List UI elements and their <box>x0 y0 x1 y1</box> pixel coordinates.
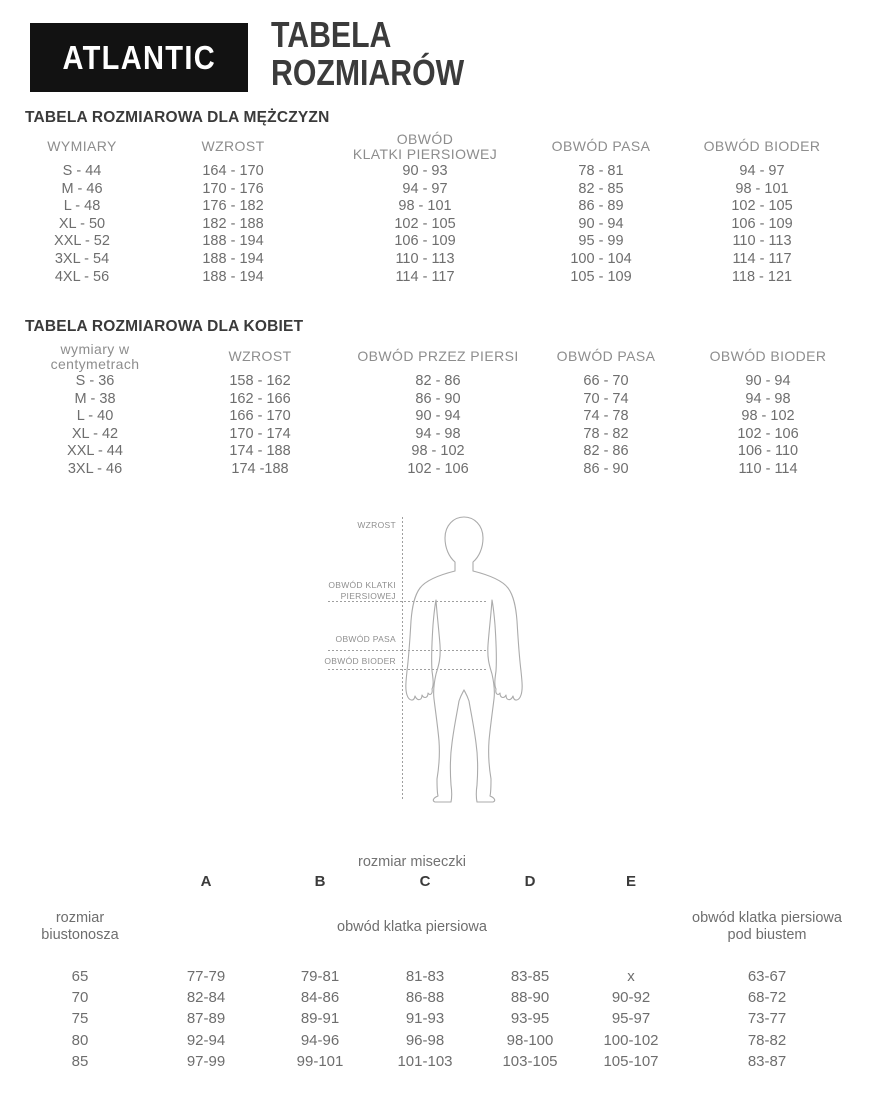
women-size-table <box>25 340 845 479</box>
table-cell: 106 - 109 <box>731 215 793 232</box>
atlantic-logo <box>30 23 248 92</box>
table-cell: 95-97 <box>611 1010 651 1028</box>
table-cell: 90 - 94 <box>415 408 461 425</box>
table-cell: 105-107 <box>603 1052 659 1070</box>
human-figure <box>400 513 528 805</box>
table-cell: 75 <box>71 1010 89 1028</box>
table-cell: L - 48 <box>63 198 101 215</box>
table-cell: 100 - 104 <box>570 250 632 267</box>
table-cell: 86-88 <box>405 989 445 1007</box>
table-cell: 94 - 97 <box>402 180 448 197</box>
hips-label: OBWÓD BIODER <box>324 656 396 666</box>
page-title <box>271 16 464 92</box>
column-header: wymiary w centymetrach <box>50 340 140 372</box>
table-cell: 82 - 85 <box>578 180 624 197</box>
table-cell: 106 - 110 <box>737 443 799 460</box>
table-cell: 94-96 <box>300 1031 340 1049</box>
table-cell: 174 -188 <box>231 460 289 477</box>
table-cell: 174 - 188 <box>229 443 291 460</box>
table-cell: 110 - 113 <box>395 250 455 267</box>
table-cell: 105 - 109 <box>570 268 632 285</box>
table-cell: 89-91 <box>300 1010 340 1028</box>
table-cell: 164 - 170 <box>202 163 264 179</box>
table-cell: 162 - 166 <box>229 390 291 407</box>
table-cell: 87-89 <box>186 1010 226 1028</box>
table-cell: 100-102 <box>603 1031 659 1049</box>
table-cell: 82 - 86 <box>583 443 629 460</box>
table-cell: XXL - 44 <box>67 443 123 460</box>
table-cell: 3XL - 46 <box>67 460 123 477</box>
table-cell: 102 - 106 <box>737 425 799 442</box>
table-cell: 77-79 <box>186 968 226 985</box>
table-cell: 170 - 174 <box>229 425 291 442</box>
table-cell: 78 - 81 <box>578 163 624 179</box>
chest-label: OBWÓD KLATKI PIERSIOWEJ <box>328 580 396 601</box>
column-header: OBWÓD KLATKI PIERSIOWEJ <box>352 130 498 162</box>
table-cell: 82 - 86 <box>415 373 461 389</box>
table-cell: 188 - 194 <box>202 250 264 267</box>
page-title-line1: TABELA <box>271 14 392 55</box>
table-cell: 102 - 105 <box>394 215 456 232</box>
table-cell: 82-84 <box>186 989 226 1007</box>
table-cell: 98 - 101 <box>398 198 452 215</box>
column-header: WYMIARY <box>47 138 117 154</box>
table-cell: 97-99 <box>186 1052 226 1070</box>
bra-table-rows <box>20 966 850 1072</box>
table-cell: S - 36 <box>75 373 115 389</box>
bra-size-table <box>20 852 850 1082</box>
table-cell: 158 - 162 <box>229 373 291 389</box>
page-title-line2: ROZMIARÓW <box>271 52 465 93</box>
table-cell: 114 - 117 <box>732 250 792 267</box>
table-cell: 90 - 93 <box>402 163 448 179</box>
men-table-heading: TABELA ROZMIAROWA DLA MĘŻCZYZN <box>25 109 330 126</box>
table-cell: 70 <box>71 989 89 1007</box>
men-size-table <box>25 130 845 286</box>
column-header: OBWÓD BIODER <box>709 348 827 364</box>
chest-circumference-header: obwód klatka piersiowa <box>337 919 487 935</box>
table-cell: 118 - 121 <box>731 268 793 285</box>
band-size-header: rozmiar biustonosza <box>41 910 119 943</box>
table-cell: 83-85 <box>510 968 550 985</box>
table-cell: 98 - 102 <box>741 408 795 425</box>
table-cell: 110 - 114 <box>738 460 798 477</box>
table-cell: 74 - 78 <box>583 408 629 425</box>
column-header: OBWÓD BIODER <box>703 138 821 154</box>
column-header: OBWÓD PRZEZ PIERSI <box>357 348 519 364</box>
table-cell: 188 - 194 <box>202 268 264 285</box>
table-cell: 98 - 102 <box>411 443 465 460</box>
table-cell: 86 - 89 <box>578 198 624 215</box>
table-cell: x <box>627 968 635 985</box>
table-cell: M - 46 <box>61 180 103 197</box>
table-cell: 88-90 <box>510 989 550 1007</box>
table-cell: 90-92 <box>611 989 651 1007</box>
table-cell: 98-100 <box>506 1031 554 1049</box>
column-header: WZROST <box>201 138 265 154</box>
table-cell: 102 - 105 <box>731 198 793 215</box>
cup-column-header: D <box>524 873 536 890</box>
women-table-heading: TABELA ROZMIAROWA DLA KOBIET <box>25 318 304 335</box>
table-cell: 66 - 70 <box>583 373 629 389</box>
table-cell: 96-98 <box>405 1031 445 1049</box>
table-cell: 63-67 <box>747 968 787 985</box>
table-cell: 114 - 117 <box>395 268 455 285</box>
height-label: WZROST <box>357 520 396 530</box>
column-header: WZROST <box>228 348 292 364</box>
table-cell: 3XL - 54 <box>54 250 110 267</box>
table-cell: 68-72 <box>747 989 787 1007</box>
table-cell: 103-105 <box>502 1052 558 1070</box>
table-cell: 101-103 <box>397 1052 453 1070</box>
table-cell: 85 <box>71 1052 89 1070</box>
cup-column-header: E <box>625 873 636 890</box>
column-header: OBWÓD PASA <box>551 138 651 154</box>
table-cell: 182 - 188 <box>202 215 264 232</box>
table-cell: 84-86 <box>300 989 340 1007</box>
table-cell: 78 - 82 <box>583 425 629 442</box>
table-cell: 102 - 106 <box>407 460 469 477</box>
table-cell: 188 - 194 <box>202 233 264 250</box>
cup-column-header: B <box>314 873 326 890</box>
brand-name: ATLANTIC <box>62 38 216 76</box>
underbust-circumference-header: obwód klatka piersiowa pod biustem <box>692 910 842 943</box>
table-cell: XL - 50 <box>58 215 106 232</box>
table-cell: 73-77 <box>747 1010 787 1028</box>
table-cell: 91-93 <box>405 1010 445 1028</box>
table-cell: 65 <box>71 968 89 985</box>
table-cell: 86 - 90 <box>415 390 461 407</box>
table-cell: 95 - 99 <box>578 233 624 250</box>
table-cell: 93-95 <box>510 1010 550 1028</box>
table-cell: 78-82 <box>747 1031 787 1049</box>
table-cell: M - 38 <box>74 390 116 407</box>
table-cell: XXL - 52 <box>54 233 110 250</box>
table-cell: L - 40 <box>76 408 114 425</box>
cup-column-header: A <box>200 873 212 890</box>
table-cell: XL - 42 <box>71 425 119 442</box>
table-cell: S - 44 <box>62 163 102 179</box>
table-cell: 166 - 170 <box>229 408 291 425</box>
table-cell: 99-101 <box>296 1052 344 1070</box>
table-cell: 81-83 <box>405 968 445 985</box>
table-cell: 70 - 74 <box>583 390 629 407</box>
table-cell: 98 - 101 <box>735 180 789 197</box>
table-cell: 79-81 <box>300 968 340 985</box>
table-cell: 4XL - 56 <box>54 268 110 285</box>
table-cell: 92-94 <box>186 1031 226 1049</box>
table-cell: 80 <box>71 1031 89 1049</box>
table-cell: 110 - 113 <box>732 233 792 250</box>
table-cell: 90 - 94 <box>745 373 791 389</box>
cup-column-header: C <box>419 873 431 890</box>
table-cell: 90 - 94 <box>578 215 624 232</box>
column-header: OBWÓD PASA <box>556 348 656 364</box>
table-cell: 170 - 176 <box>202 180 264 197</box>
table-cell: 94 - 98 <box>745 390 791 407</box>
waist-label: OBWÓD PASA <box>335 634 396 644</box>
table-cell: 86 - 90 <box>583 460 629 477</box>
table-cell: 94 - 97 <box>739 163 785 179</box>
table-cell: 94 - 98 <box>415 425 461 442</box>
table-cell: 83-87 <box>747 1052 787 1070</box>
cup-size-heading: rozmiar miseczki <box>358 854 466 870</box>
table-cell: 176 - 182 <box>202 198 264 215</box>
table-cell: 106 - 109 <box>394 233 456 250</box>
cup-letters-row <box>140 872 684 892</box>
